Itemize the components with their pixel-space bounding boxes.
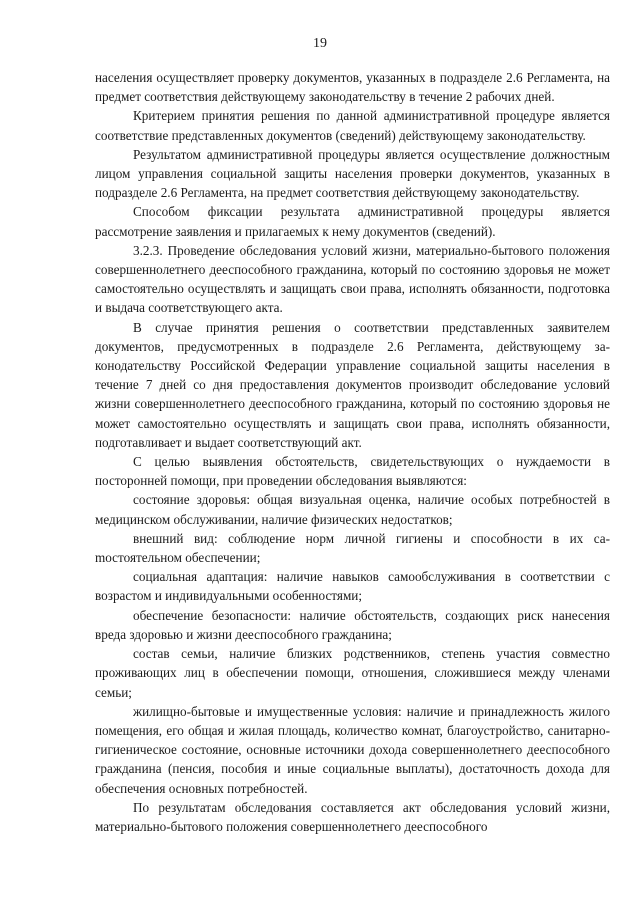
paragraph-inspection-act: По результатам обследования составляется акт обследования условий жизни, материально-бытового положения совершеннолетнего дееспособного: [95, 799, 610, 834]
paragraph-family: состав семьи, наличие близких родственников, степень участия совместно проживающих лиц в обеспечении помощи, отношения, сложившиеся между членами семьи;: [95, 646, 610, 700]
paragraph-section-3-2-3: 3.2.3. Проведение обследования условий жизни, материально-бытового положения совершеннолетнего дееспособного гражданина, который по состоянию здоровья не может самостоятельно осуществлять и защищать свои права, исполнять обязанности, подготовка и выдача соответствующего акта.: [95, 242, 610, 316]
paragraph-procedure-result: Результатом административной процедуры является осуществление должностным лицом управления социальной защиты населения проверки документов, указанных в подразделе 2.6 Регламента, на предмет соответствия действующему законодательству.: [95, 146, 610, 201]
paragraph-safety: обеспечение безопасности: наличие обстоятельств, создающих риск нанесения вреда здоровью и жизни дееспособного гражданина;: [95, 607, 610, 642]
paragraph-social-adaptation: социальная адаптация: наличие навыков самообслуживания в соответствии с возрастом и индивидуальными особенностями;: [95, 569, 610, 604]
paragraph-result-fixation: Способом фиксации результата административной процедуры является рассмотрение заявления и прилагаемых к нему документов (сведений).: [95, 204, 610, 239]
paragraph-health-state: состояние здоровья: общая визуальная оценка, наличие особых потребностей в медицинском обслуживании, наличие физических недостатков;: [95, 492, 610, 527]
paragraph-inspection-purpose: С целью выявления обстоятельств, свидетельствующих о нуждаемости в посторонней помощи, при проведении обследования выявляются:: [95, 454, 610, 489]
document-body: [95, 68, 610, 836]
paragraph-appearance: внешний вид: соблюдение норм личной гигиены и способности в их саmостоятельном обеспечении;: [95, 530, 610, 566]
paragraph-inspection-decision: В случае принятия решения о соответствии представленных заявителем документов, предусмотренных в подразделе 2.6 Регламента, действующему законодательству Российской Федерации управление социальной защиты населения в течение 7 дней со дня предоставления документов производит обследование условий жизни совершеннолетнего дееспособного гражданина, который по состоянию здоровья не может самостоятельно осуществлять и защищать свои права, исполнять обязанности, подготавливает и выдает соответствующий акт.: [95, 319, 610, 450]
page-number: 19: [313, 36, 327, 51]
paragraph-continuation: населения осуществляет проверку документов, указанных в подразделе 2.6 Регламента, на предмет соответствия действующему законодательству в течение 2 рабочих дней.: [95, 70, 610, 105]
paragraph-decision-criterion: Критерием принятия решения по данной административной процедуре является соответствие представленных документов (сведений) действующему законодательству.: [95, 108, 610, 143]
paragraph-living-conditions: жилищно-бытовые и имущественные условия: наличие и принадлежность жилого помещения, его общая и жилая площадь, количество комнат, благоустройство, санитарно-гигиеническое состояние, основные источники дохода совершеннолетнего дееспособного гражданина (пенсия, пособия и иные социальные выплаты), достаточность дохода для обеспечения основных потребностей.: [95, 703, 610, 796]
